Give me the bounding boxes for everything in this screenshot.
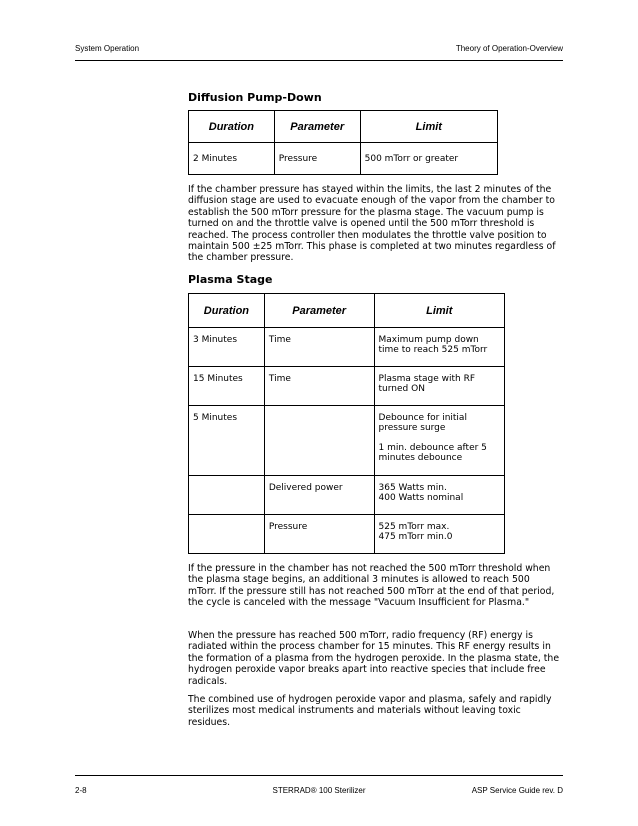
cell-line: 365 Watts min.: [378, 483, 447, 493]
column-header: Duration: [189, 111, 275, 143]
plasma-section: [188, 273, 560, 286]
table-cell: 15 Minutes: [189, 367, 265, 406]
table-cell: 5 Minutes: [189, 406, 265, 476]
table-cell: [374, 515, 504, 554]
table-cell: 3 Minutes: [189, 328, 265, 367]
footer-rule: [75, 775, 563, 776]
table-cell: [189, 515, 265, 554]
product-name: STERRAD® 100 Sterilizer: [272, 786, 366, 795]
table-cell: [374, 406, 504, 476]
table-row: [189, 367, 505, 406]
column-header: Limit: [360, 111, 497, 143]
header-rule: [75, 60, 563, 61]
table-cell: [264, 406, 374, 476]
cell-line: 525 mTorr max.: [378, 522, 450, 532]
paragraph: The combined use of hydrogen peroxide vapor and plasma, safely and rapidly sterilizes most medical instruments and materials without leaving toxic residues.: [188, 694, 552, 728]
table-row: [189, 515, 505, 554]
cell-line: pressure surge: [378, 423, 446, 433]
plasma-table: [188, 293, 505, 554]
cell-line: 400 Watts nominal: [378, 493, 464, 503]
diffusion-table: [188, 110, 498, 175]
paragraph: When the pressure has reached 500 mTorr, radio frequency (RF) energy is radiated within the process chamber for 15 minutes. This RF energy results in the formation of a plasma from the hydrogen peroxide. In the plasma state, the hydrogen peroxide vapor breaks apart into reactive species that include free radicals.: [188, 630, 560, 687]
table-row: [189, 328, 505, 367]
table-row: [189, 406, 505, 476]
cell-line: Debounce for initial: [378, 413, 467, 423]
column-header: Parameter: [274, 111, 360, 143]
cell-line: [379, 433, 500, 443]
cell-line: minutes debounce: [378, 453, 463, 463]
table-cell: [374, 476, 504, 515]
column-header: Parameter: [264, 294, 374, 328]
diffusion-section: [188, 91, 560, 104]
paragraph: If the pressure in the chamber has not reached the 500 mTorr threshold when the plasma stage begins, an additional 3 minutes is allowed to reach 500 mTorr. If the pressure still has not reached 500 mTorr at the end of that period, the cycle is canceled with the message "Vacuum Insufficient for Plasma.": [188, 563, 555, 609]
table-cell: [189, 476, 265, 515]
header-chapter-name: Theory of Operation-Overview: [455, 44, 563, 53]
cell-line: 475 mTorr min.0: [378, 532, 453, 542]
table-cell: 500 mTorr or greater: [360, 143, 497, 175]
paragraph: If the chamber pressure has stayed within the limits, the last 2 minutes of the diffusion stage are used to evacuate enough of the vapor from the chamber to establish the 500 mTorr pressure for the plasma stage. The vacuum pump is turned on and the throttle valve is opened until the 500 mTorr threshold is reached. The process controller then modulates the throttle valve position to maintain 500 ±25 mTorr. This phase is completed at two minutes regardless of the chamber pressure.: [188, 184, 556, 264]
cell-line: Plasma stage with RF: [378, 374, 476, 384]
cell-line: Maximum pump down: [378, 335, 479, 345]
header-section-name: System Operation: [75, 44, 140, 53]
cell-line: time to reach 525 mTorr: [378, 345, 488, 355]
table-row: [189, 476, 505, 515]
document-name: ASP Service Guide rev. D: [471, 786, 563, 795]
table-cell: Pressure: [274, 143, 360, 175]
table-cell: 2 Minutes: [189, 143, 275, 175]
table-header-row: [189, 294, 505, 328]
column-header: Limit: [374, 294, 504, 328]
column-header: Duration: [189, 294, 265, 328]
section-title: Diffusion Pump-Down: [188, 91, 322, 104]
table-row: [189, 143, 498, 175]
cell-line: turned ON: [378, 384, 425, 394]
page-number: 2-8: [75, 786, 87, 795]
table-cell: Time: [264, 328, 374, 367]
cell-line: 1 min. debounce after 5: [378, 443, 487, 453]
table-cell: Time: [264, 367, 374, 406]
section-title: Plasma Stage: [188, 273, 273, 286]
table-cell: Delivered power: [264, 476, 374, 515]
table-header-row: [189, 111, 498, 143]
table-cell: Pressure: [264, 515, 374, 554]
table-cell: [374, 328, 504, 367]
table-cell: [374, 367, 504, 406]
